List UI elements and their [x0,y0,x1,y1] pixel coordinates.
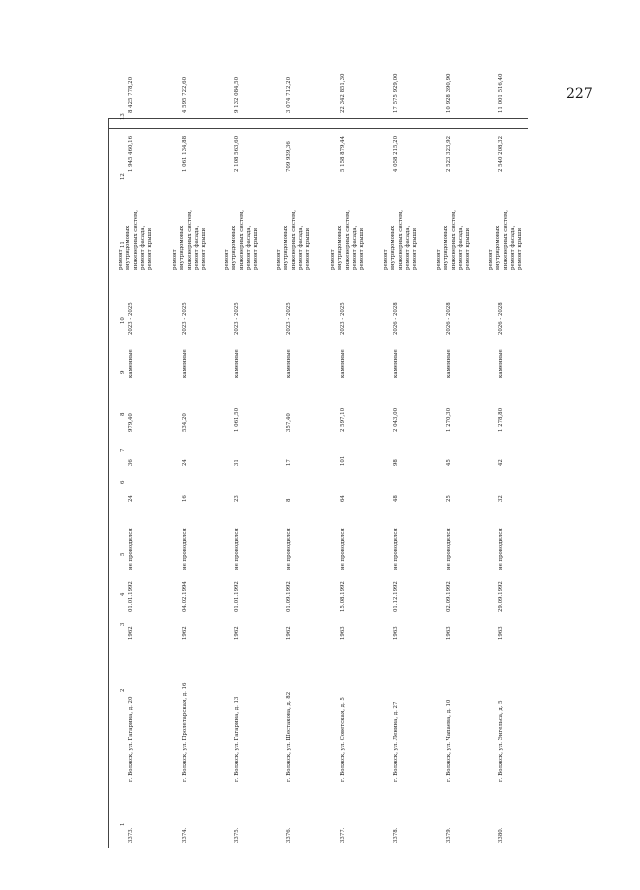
row-6-c6: 48 [393,495,399,502]
row-4-year: 1962 [286,626,292,640]
row-2-id: 3374. [182,827,188,843]
column-number-6: 6 [120,480,126,484]
row-6-id: 3378. [393,827,399,843]
row-6-c8: 2 043,00 [393,407,399,432]
row-4-address: г. Волжск, ул. Шестакова, д. 82 [286,691,292,782]
row-1-work: ремонт внутридомовых инженерных систем, ремонт фасада, ремонт крыши [118,210,154,270]
column-number-12: 12 [120,173,126,180]
row-1-c8: 979,40 [128,413,134,432]
row-7-c13: 10 928 390,90 [446,73,452,113]
row-3-address: г. Волжск, ул. Гагарина, д. 13 [234,696,240,782]
row-8-status: не проводился [498,528,504,570]
row-5-address: г. Волжск, ул. Советская, д. 5 [340,697,346,782]
column-number-2: 2 [120,688,126,692]
row-8-c9: каменные [498,349,504,378]
row-7-c9: каменные [446,349,452,378]
row-2-c12: 1 061 134,88 [182,135,188,172]
row-4-c6: 8 [286,498,292,502]
row-4-c13: 3 074 712,20 [286,76,292,113]
column-number-10: 10 [120,317,126,324]
row-4-period: 2023 - 2025 [286,302,292,335]
row-8-c13: 11 001 516,40 [498,73,504,113]
row-3-date: 01.01.1992 [234,581,240,612]
row-3-status: не проводился [234,528,240,570]
row-4-date: 01.09.1992 [286,581,292,612]
row-5-c7: 101 [340,455,346,466]
row-1-c7: 36 [128,459,134,466]
row-1-date: 01.01.1992 [128,581,134,612]
row-3-year: 1962 [234,626,240,640]
row-1-id: 3373. [128,827,134,843]
row-5-year: 1963 [340,626,346,640]
row-6-c13: 17 575 929,00 [393,73,399,113]
column-number-9: 9 [120,370,126,374]
row-1-period: 2023 - 2025 [128,302,134,335]
row-6-status: не проводился [393,528,399,570]
row-2-c7: 24 [182,459,188,466]
row-7-c6: 25 [446,495,452,502]
row-2-c8: 534,20 [182,413,188,432]
column-number-11: 11 [120,241,126,248]
row-2-status: не проводился [182,528,188,570]
row-5-status: не проводился [340,528,346,570]
row-4-c12: 709 939,36 [286,141,292,172]
row-5-period: 2023 - 2025 [340,302,346,335]
row-8-c12: 2 540 208,32 [498,135,504,172]
row-4-c9: каменные [286,349,292,378]
row-7-address: г. Волжск, ул. Чапаева, д. 10 [446,699,452,782]
row-4-c7: 17 [286,459,292,466]
row-7-c12: 2 523 323,92 [446,135,452,172]
row-6-c9: каменные [393,349,399,378]
row-8-period: 2026 - 2028 [498,302,504,335]
row-2-address: г. Волжск, ул. Пролетарская, д. 16 [182,682,188,782]
row-8-c6: 32 [498,495,504,502]
row-6-c7: 98 [393,459,399,466]
page-number: 227 [566,86,593,102]
row-5-id: 3377. [340,827,346,843]
row-3-period: 2023 - 2025 [234,302,240,335]
row-1-c6: 24 [128,495,134,502]
row-2-c9: каменные [182,349,188,378]
row-8-work: ремонт внутридомовых инженерных систем, ремонт фасада, ремонт крыши [488,210,524,270]
column-number-1: 1 [120,822,126,826]
row-3-c9: каменные [234,349,240,378]
row-7-c8: 1 270,30 [446,407,452,432]
row-5-work: ремонт внутридомовых инженерных систем, ремонт фасада, ремонт крыши [330,210,366,270]
row-3-c6: 23 [234,495,240,502]
column-number-13: 13 [120,113,126,120]
row-3-id: 3375. [234,827,240,843]
row-8-address: г. Волжск, ул. Энгельса, д. 5 [498,700,504,782]
row-6-year: 1963 [393,626,399,640]
row-4-work: ремонт внутридомовых инженерных систем, ремонт фасада, ремонт крыши [276,210,312,270]
row-2-year: 1962 [182,626,188,640]
row-8-id: 3380. [498,827,504,843]
row-7-date: 02.09.1992 [446,581,452,612]
row-3-c12: 2 108 563,60 [234,135,240,172]
row-3-c13: 9 132 084,50 [234,76,240,113]
row-4-c8: 357,40 [286,413,292,432]
row-8-c7: 42 [498,459,504,466]
row-6-address: г. Волжск, ул. Ленина, д. 27 [393,701,399,782]
header-line-bottom [108,128,528,129]
column-number-3: 3 [120,622,126,626]
row-5-date: 15.08.1992 [340,581,346,612]
column-number-7: 7 [120,448,126,452]
row-1-year: 1962 [128,626,134,640]
row-7-c7: 45 [446,459,452,466]
row-2-date: 04.02.1994 [182,581,188,612]
column-number-4: 4 [120,592,126,596]
row-8-year: 1963 [498,626,504,640]
row-6-period: 2026 - 2028 [393,302,399,335]
row-5-c13: 22 342 851,30 [340,73,346,113]
row-8-date: 29.09.1992 [498,581,504,612]
row-1-c13: 8 425 778,20 [128,76,134,113]
row-2-work: ремонт внутридомовых инженерных систем, ремонт фасада, ремонт крыши [172,210,208,270]
row-1-address: г. Волжск, ул. Гагарина, д. 20 [128,696,134,782]
row-2-c6: 16 [182,495,188,502]
row-5-c9: каменные [340,349,346,378]
row-7-work: ремонт внутридомовых инженерных систем, ремонт фасада, ремонт крыши [436,210,472,270]
row-1-c12: 1 945 460,16 [128,135,134,172]
row-5-c12: 5 158 879,44 [340,135,346,172]
row-3-work: ремонт внутридомовых инженерных систем, ремонт фасада, ремонт крыши [224,210,260,270]
row-7-status: не проводился [446,528,452,570]
row-7-id: 3379. [446,827,452,843]
row-6-date: 01.12.1992 [393,581,399,612]
row-5-c6: 64 [340,495,346,502]
row-7-year: 1963 [446,626,452,640]
column-number-8: 8 [120,412,126,416]
row-8-c8: 1 278,80 [498,407,504,432]
row-3-c7: 31 [234,459,240,466]
row-6-c12: 4 058 215,20 [393,135,399,172]
row-2-period: 2023 - 2025 [182,302,188,335]
row-6-work: ремонт внутридомовых инженерных систем, ремонт фасада, ремонт крыши [383,210,419,270]
column-number-5: 5 [120,552,126,556]
row-1-status: не проводился [128,528,134,570]
header-line-top [108,118,528,119]
row-2-c13: 4 595 722,60 [182,76,188,113]
row-5-c8: 2 597,10 [340,407,346,432]
row-3-c8: 1 061,50 [234,407,240,432]
row-1-c9: каменные [128,349,134,378]
table-left-border [108,118,109,848]
row-4-id: 3376. [286,827,292,843]
row-4-status: не проводился [286,528,292,570]
row-7-period: 2026 - 2028 [446,302,452,335]
